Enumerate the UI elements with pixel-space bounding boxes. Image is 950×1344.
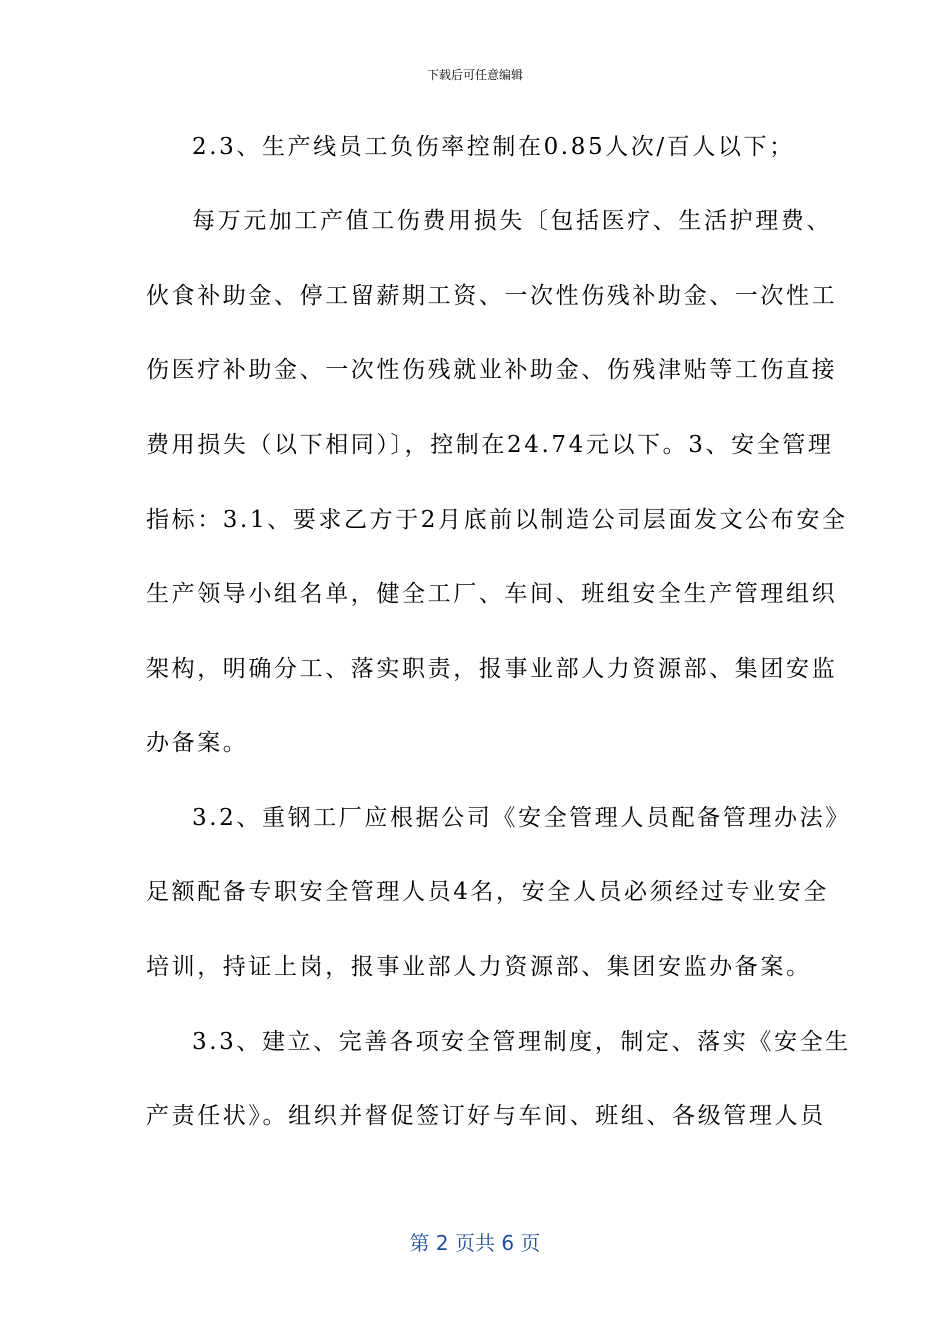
- page-number: 第 2 页共 6 页: [409, 1231, 541, 1255]
- paragraph-line: 费用损失（以下相同）〕，控制在24.74元以下。3、安全管理: [146, 432, 834, 458]
- paragraph-line: 生产领导小组名单，健全工厂、车间、班组安全生产管理组织: [146, 581, 838, 607]
- paragraph-line: 足额配备专职安全管理人员4名，安全人员必须经过专业安全: [146, 879, 829, 905]
- paragraph-line: 指标：3.1、要求乙方于2月底前以制造公司层面发文公布安全: [146, 507, 848, 533]
- paragraph-line: 办备案。: [146, 730, 249, 756]
- paragraph-line: 产责任状》。组织并督促签订好与车间、班组、各级管理人员: [146, 1103, 826, 1129]
- header-note: 下载后可任意编辑: [426, 68, 523, 82]
- paragraph-line: 3.2、重钢工厂应根据公司《安全管理人员配备管理办法》: [192, 805, 851, 831]
- paragraph-line: 每万元加工产值工伤费用损失〔包括医疗、生活护理费、: [192, 208, 832, 234]
- paragraph-line: 培训，持证上岗，报事业部人力资源部、集团安监办备案。: [146, 954, 812, 980]
- paragraph-line: 伙食补助金、停工留薪期工资、一次性伤残补助金、一次性工: [146, 283, 838, 309]
- paragraph-line: 3.3、建立、完善各项安全管理制度，制定、落实《安全生: [192, 1029, 851, 1055]
- paragraph-line: 架构，明确分工、落实职责，报事业部人力资源部、集团安监: [146, 656, 838, 682]
- paragraph-line: 2.3、生产线员工负伤率控制在0.85人次/百人以下；: [192, 134, 795, 160]
- paragraph-line: 伤医疗补助金、一次性伤残就业补助金、伤残津贴等工伤直接: [146, 357, 838, 383]
